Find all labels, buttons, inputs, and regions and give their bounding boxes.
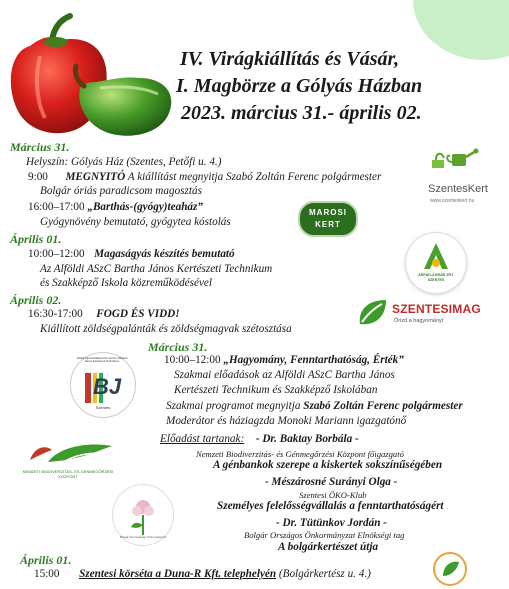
bj-letters: BJ <box>93 374 122 399</box>
item-title: MEGNYITÓ <box>65 171 126 183</box>
speaker-name: - Mészárosné Surányi Olga - <box>265 476 398 488</box>
arpad-agrar-logo <box>406 233 466 293</box>
item-line: és Szakképző Iskola közreműködésével <box>40 277 212 289</box>
item-time: 10:00–12:00 <box>28 248 85 260</box>
item-line: Bolgár óriás paradicsom magosztás <box>40 185 202 197</box>
item-line: Kiállított zöldségpalánták és zöldségmagvak szétosztása <box>40 323 292 335</box>
item-title: Magaságyás készítés bemutató <box>94 248 235 260</box>
program-item <box>28 171 381 183</box>
day-heading: Március 31. <box>148 340 208 354</box>
item-time: 10:00–12:00 <box>164 354 221 366</box>
speaker-topic: A génbankok szerepe a kiskertek sokszínűségében <box>213 459 443 471</box>
program-item <box>28 201 203 213</box>
item-line: Az Alföldi ASzC Bartha János Kertészeti Technikum <box>40 263 273 275</box>
location-text: Helyszín: Gólyás Ház (Szentes, Petőfi u. 4.) <box>26 156 222 168</box>
item-time: 16:00–17:00 <box>28 201 85 213</box>
szenteskert-url: www.szenteskert.hu <box>430 198 475 204</box>
day-heading: Április 01. <box>20 553 72 567</box>
lectures-label: Előadást tartanak: <box>160 433 245 445</box>
bartha-janos-school-logo <box>70 352 136 418</box>
szenteskert-logo <box>426 148 504 208</box>
szentesimag-name: SZENTESIMAG <box>392 302 481 316</box>
arpad-agrar-emblem <box>406 233 466 293</box>
item-title: Szentesi körséta a Duna-R Kft. telephelyén <box>79 568 277 580</box>
speaker-org: Nemzeti Biodiverzitás- és Génmegőrzési Központ főigazgató <box>196 449 404 459</box>
lectures-block <box>160 433 359 445</box>
partial-logo <box>433 552 467 586</box>
speaker-org: Bolgár Országos Önkormányzat Elnökségi tag <box>244 530 405 540</box>
item-line: Moderátor és háziagzda Monoki Mariann igazgatónő <box>166 415 407 427</box>
program-item <box>28 248 235 260</box>
leaf-icon <box>356 298 390 328</box>
nbgk-text: NEMZETI BIODIVERZITÁS- ÉS GÉNMEGŐRZÉSI KÖZPONT <box>22 469 114 479</box>
item-time: 9:00 <box>28 171 48 183</box>
footer-item <box>34 568 371 580</box>
leaf-icon <box>20 440 116 470</box>
bj-sub: Szentes <box>95 405 111 410</box>
item-line: Szakmai előadások az Alföldi ASzC Bartha János <box>174 369 395 381</box>
item-title: „Hagyomány, Fenntarthatóság, Érték” <box>223 354 404 366</box>
szentesimag-tagline: Őrizd a hagyományt <box>394 318 444 324</box>
event-subtitle: I. Magbörze a Gólyás Házban <box>176 75 423 97</box>
szenteskert-name: SzentesKert <box>428 183 488 195</box>
item-line <box>166 400 463 412</box>
program-item <box>28 308 180 320</box>
day-heading: Április 02. <box>10 293 62 307</box>
day-heading: Március 31. <box>10 140 70 154</box>
event-title: IV. Virágkiállítás és Vásár, <box>180 48 400 70</box>
watering-can-icon <box>430 148 480 174</box>
bolgar-ring-text: Bolgár Nemzetiségi Önkormányzat <box>119 535 167 539</box>
bolgar-onkormanyzat-logo <box>112 484 174 546</box>
program-item <box>164 354 404 366</box>
decor-circle <box>413 0 509 60</box>
marosi-kert-logo <box>298 201 358 237</box>
opening-text: Szakmai programot megnyitja <box>166 400 301 412</box>
szentesimag-logo <box>356 296 486 332</box>
speaker-name: - Dr. Tütünkov Jordán - <box>276 517 387 529</box>
peppers-illustration <box>0 6 180 142</box>
day-heading: Április 01. <box>10 232 62 246</box>
item-title: „Barthás-(gyógy)teaház” <box>87 201 203 213</box>
item-time: 15:00 <box>34 568 60 580</box>
bj-ring-text: Alföldi Agrárszakképzési Centrum Bartha János Kertészeti Technikum <box>76 356 128 364</box>
speaker-org: Szentesi ÖKO-Klub <box>299 490 367 500</box>
speaker-topic: A bolgárkertészet útja <box>278 541 379 553</box>
item-line: Gyógynövény bemutató, gyógytea kóstolás <box>40 216 231 228</box>
item-desc: A kiállítást megnyitja Szabó Zoltán Ferenc polgármester <box>127 171 382 183</box>
event-dates: 2023. március 31.- április 02. <box>181 102 422 124</box>
item-time: 16:30-17:00 <box>28 308 83 320</box>
marosi-line2: KERT <box>315 220 341 229</box>
arpad-agrar-text: ÁRPÁD-AGRÁR ZRT. SZENTES <box>418 273 454 282</box>
speaker-topic: Személyes felelősségvállalás a fenntarthatóságért <box>217 500 444 512</box>
opening-name: Szabó Zoltán Ferenc polgármester <box>303 400 463 412</box>
item-note: (Bolgárkertész u. 4.) <box>278 568 371 580</box>
nbgk-logo <box>20 440 116 484</box>
marosi-line1: MAROSI <box>309 208 347 217</box>
speaker-name: - Dr. Baktay Borbála - <box>255 433 359 445</box>
item-line: Kertészeti Technikum és Szakképző Iskolában <box>174 384 378 396</box>
item-title: FOGD ÉS VIDD! <box>96 308 180 320</box>
